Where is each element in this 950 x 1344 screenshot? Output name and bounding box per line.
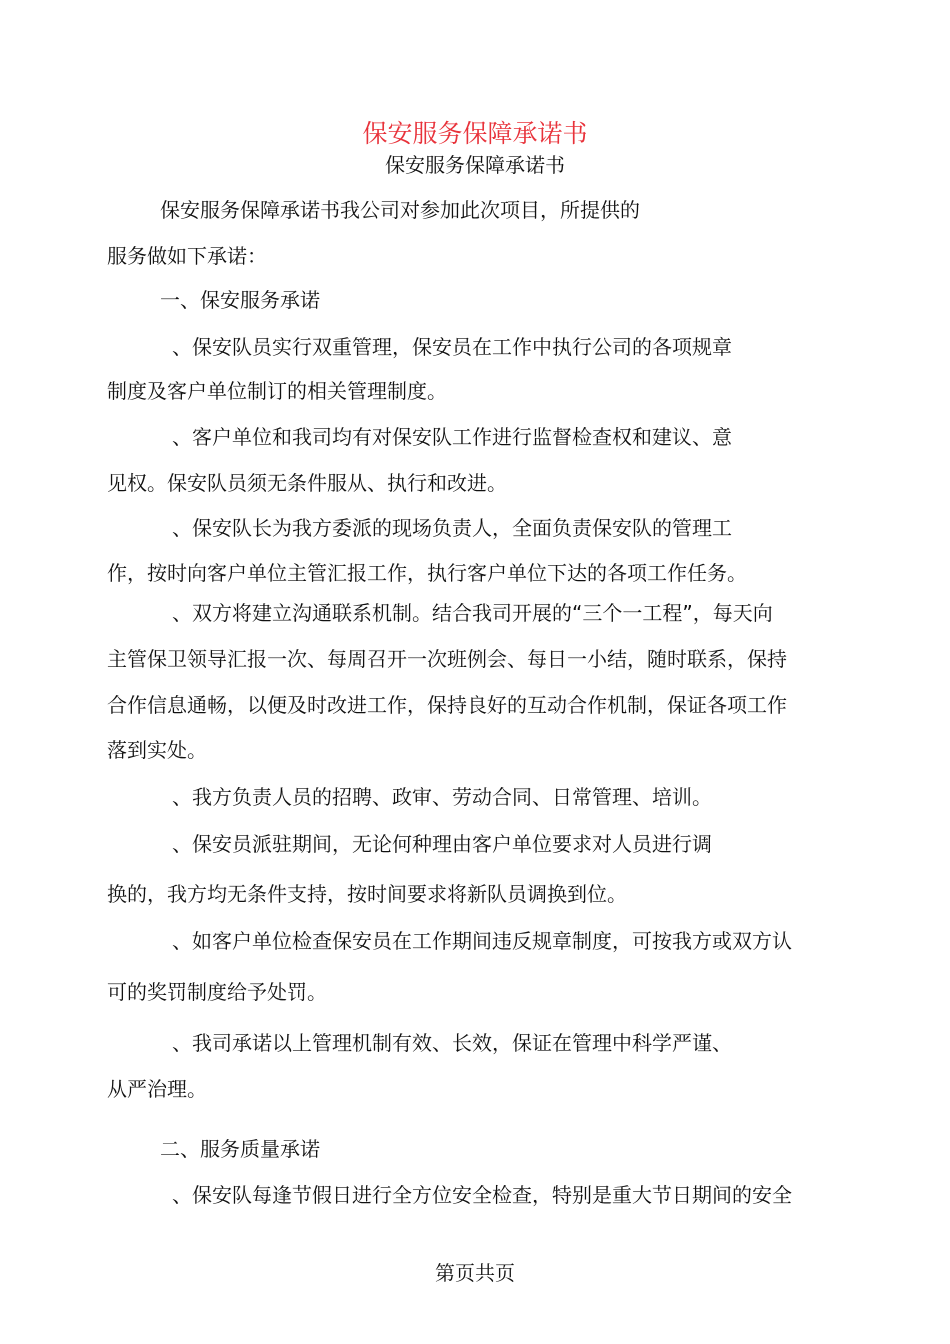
section-1-item-8-line-2: 从严治理。 (107, 1077, 207, 1101)
intro-line-2: 服务做如下承诺： (107, 244, 267, 268)
section-1-item-3-line-2: 作，按时向客户单位主管汇报工作，执行客户单位下达的各项工作任务。 (107, 561, 747, 585)
section-1-item-2-line-1: 、客户单位和我司均有对保安队工作进行监督检查权和建议、意 (172, 425, 732, 449)
document-subtitle: 保安服务保障承诺书 (385, 153, 565, 177)
section-1-item-2-line-2: 见权。保安队员须无条件服从、执行和改进。 (107, 471, 507, 495)
intro-line-1: 保安服务保障承诺书我公司对参加此次项目，所提供的 (160, 198, 640, 222)
section-1-item-4-line-3: 合作信息通畅，以便及时改进工作，保持良好的互动合作机制，保证各项工作 (107, 693, 787, 717)
section-2-item-1-line-1: 、保安队每逢节假日进行全方位安全检查，特别是重大节日期间的安全 (172, 1183, 792, 1207)
section-1-item-1-line-1: 、保安队员实行双重管理，保安员在工作中执行公司的各项规章 (172, 335, 732, 359)
section-1-item-4-line-1: 、双方将建立沟通联系机制。结合我司开展的“三个一工程”，每天向 (172, 601, 773, 625)
document-title: 保安服务保障承诺书 (362, 119, 588, 148)
section-1-item-3-line-1: 、保安队长为我方委派的现场负责人，全面负责保安队的管理工 (172, 516, 732, 540)
section-1-item-4-line-2: 主管保卫领导汇报一次、每周召开一次班例会、每日一小结，随时联系，保持 (107, 647, 787, 671)
section-1-item-4-line-4: 落到实处。 (107, 738, 207, 762)
section-1-item-5-line-1: 、我方负责人员的招聘、政审、劳动合同、日常管理、培训。 (172, 785, 712, 809)
section-1-item-6-line-1: 、保安员派驻期间，无论何种理由客户单位要求对人员进行调 (172, 832, 712, 856)
section-1-item-1-line-2: 制度及客户单位制订的相关管理制度。 (107, 379, 447, 403)
section-1-item-6-line-2: 换的，我方均无条件支持，按时间要求将新队员调换到位。 (107, 882, 627, 906)
page-footer: 第页共页 (435, 1261, 515, 1285)
section-2-heading: 二、服务质量承诺 (160, 1137, 320, 1161)
section-1-item-7-line-2: 可的奖罚制度给予处罚。 (107, 980, 327, 1004)
section-1-item-7-line-1: 、如客户单位检查保安员在工作期间违反规章制度，可按我方或双方认 (172, 929, 792, 953)
section-1-heading: 一、保安服务承诺 (160, 288, 320, 312)
section-1-item-8-line-1: 、我司承诺以上管理机制有效、长效，保证在管理中科学严谨、 (172, 1031, 732, 1055)
